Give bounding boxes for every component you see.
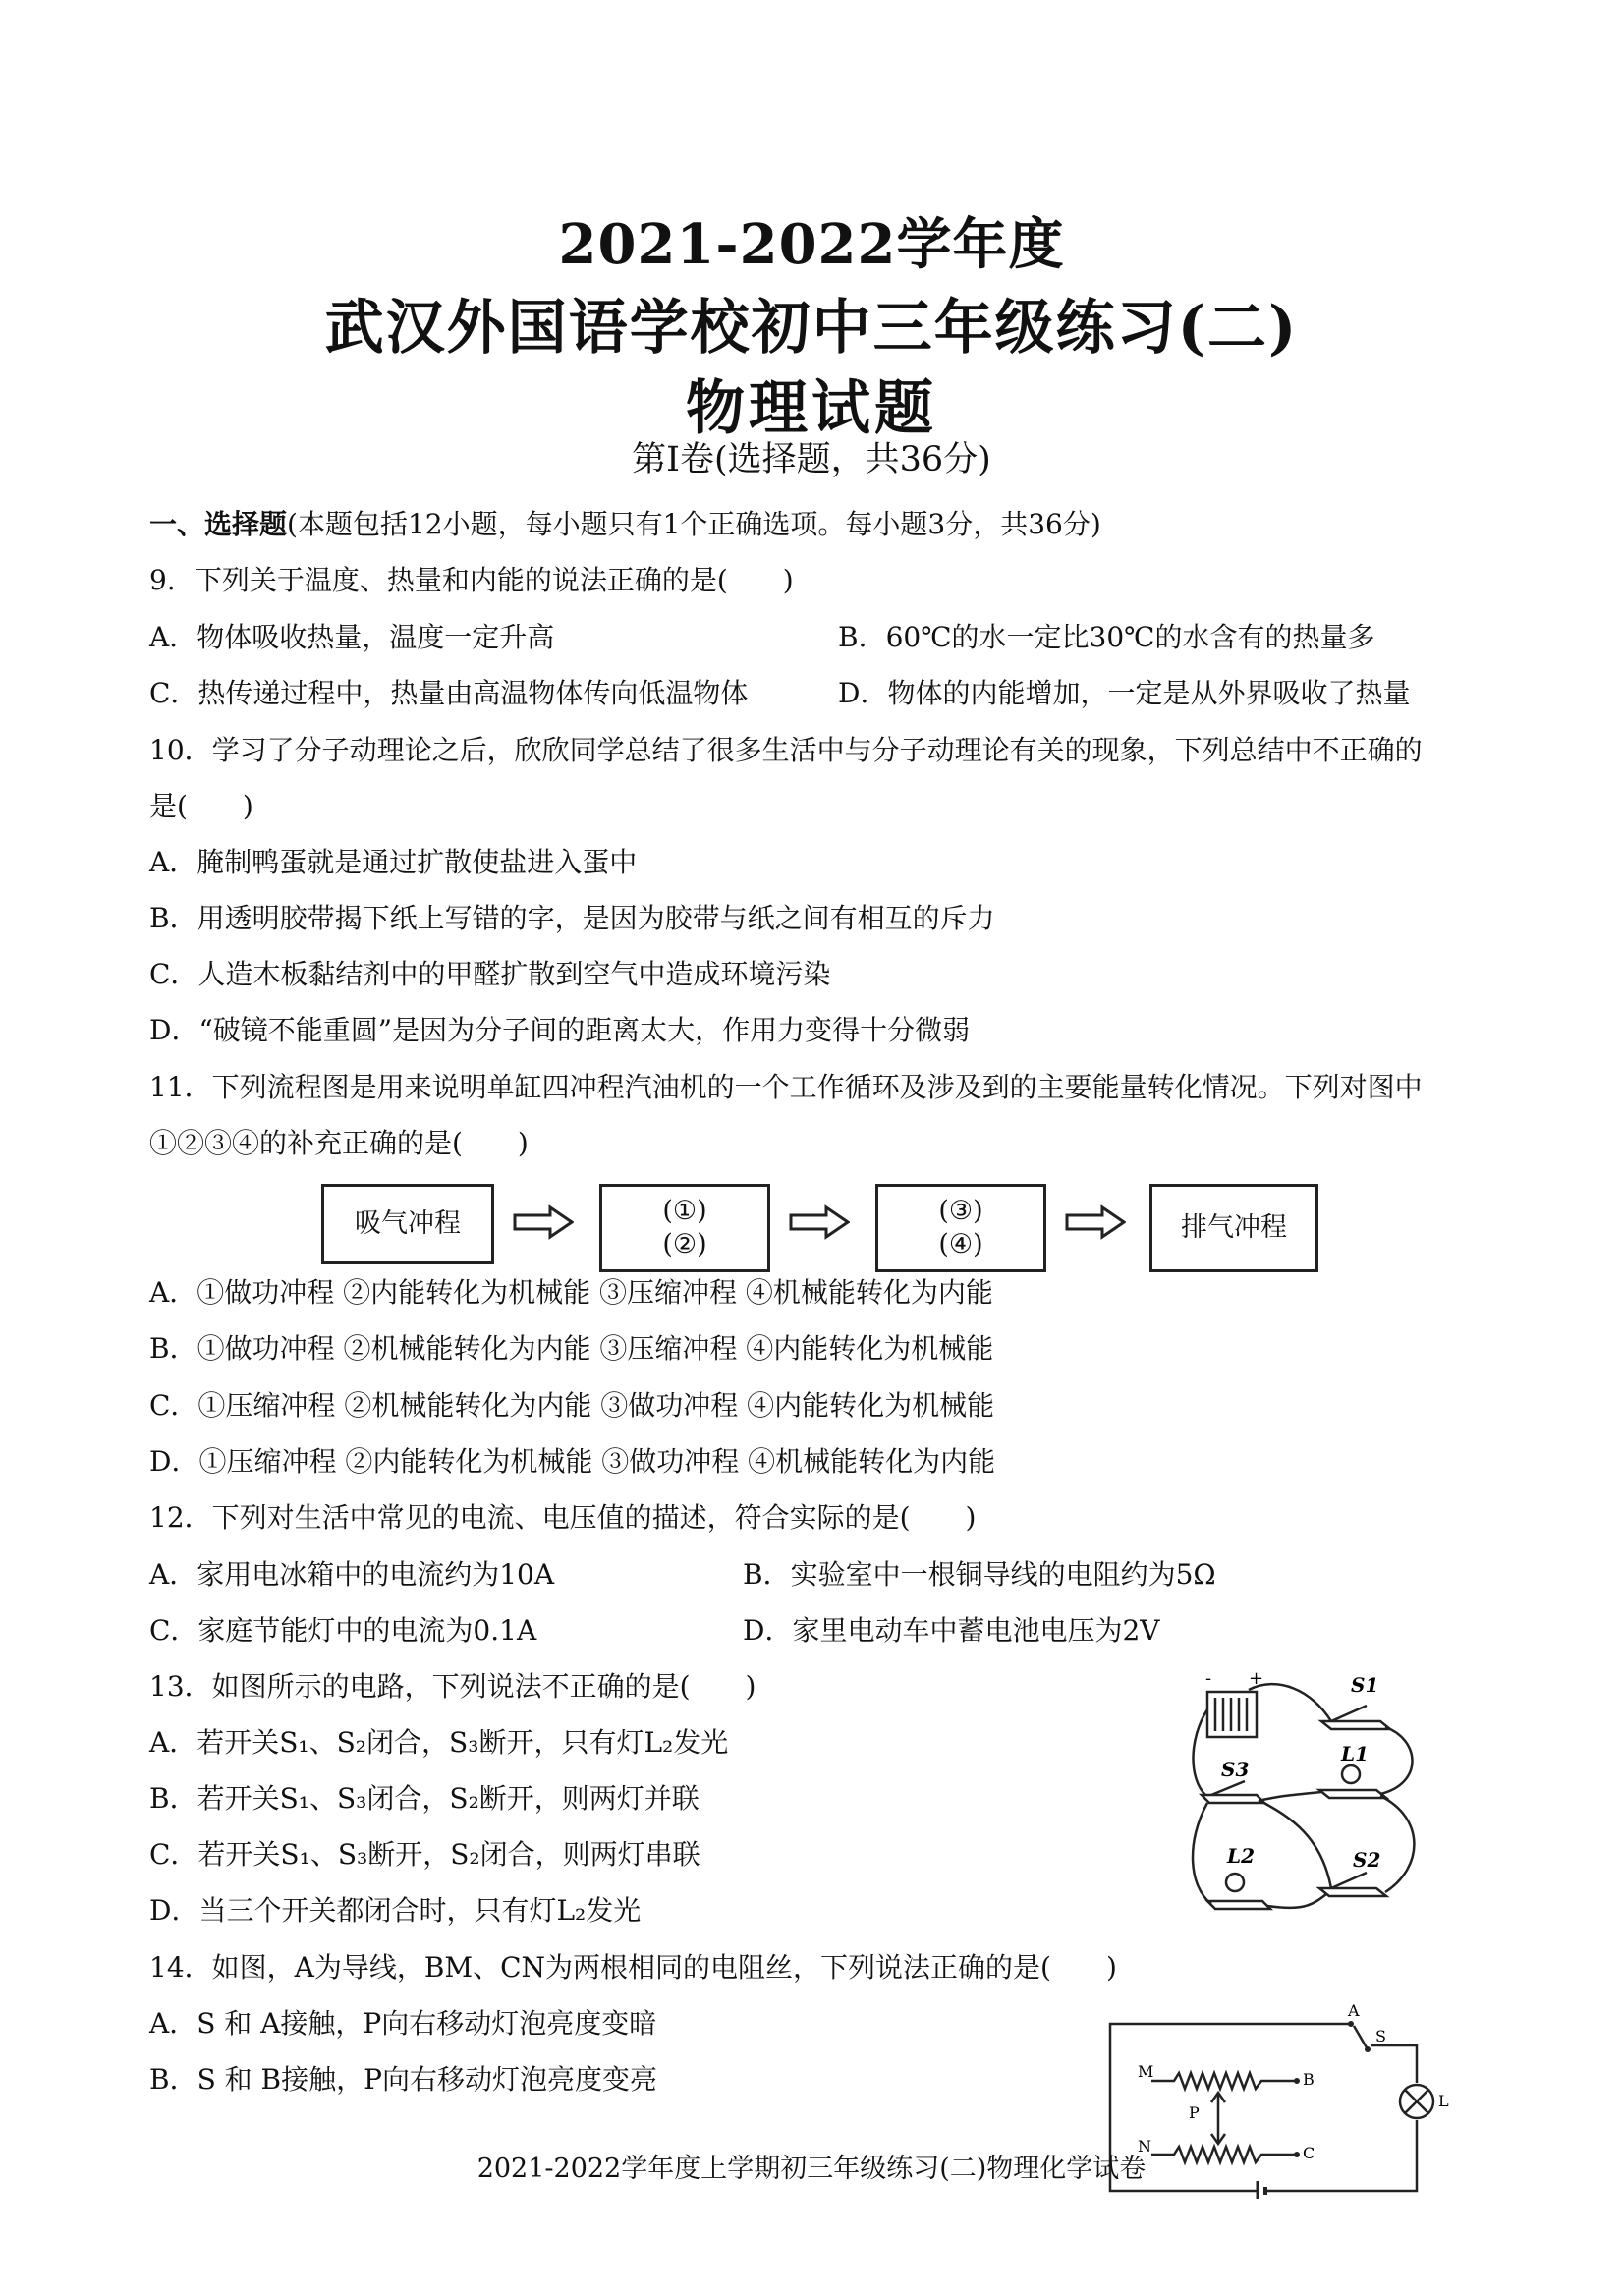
q11-stem-line2: ①②③④的补充正确的是( ) (149, 1127, 529, 1159)
paper-volume-title: 第Ⅰ卷(选择题，共36分) (632, 440, 991, 479)
paper-subject-title: 物理试题 (686, 374, 937, 443)
q12-option-c: C．家庭节能灯中的电流为0.1A (149, 1614, 537, 1647)
q9-option-c: C．热传递过程中，热量由高温物体传向低温物体 (149, 677, 749, 709)
section-heading (149, 505, 1101, 544)
flow-arrow-3-icon (1065, 1204, 1126, 1240)
q10-option-a: A．腌制鸭蛋就是通过扩散使盐进入蛋中 (149, 846, 638, 878)
q14-label-b: B (1303, 2070, 1315, 2089)
q9-option-d: D．物体的内能增加，一定是从外界吸收了热量 (838, 677, 1411, 709)
flow-box-2 (599, 1184, 770, 1272)
q10-stem-line1: 10．学习了分子动理论之后，欣欣同学总结了很多生活中与分子动理论有关的现象，下列总结中不正确的 (149, 734, 1423, 766)
flow-box-intake: 吸气冲程 (321, 1184, 494, 1264)
flow-box-3 (875, 1184, 1046, 1272)
q13-option-d: D．当三个开关都闭合时，只有灯L₂发光 (149, 1894, 642, 1927)
paper-year: 2021-2022学年度 (558, 212, 1065, 277)
paper-school-title: 武汉外国语学校初中三年级练习(二) (324, 294, 1299, 363)
flow-box-3-line2: (④) (938, 1229, 983, 1260)
q12-option-a: A．家用电冰箱中的电流约为10A (149, 1558, 555, 1591)
q13-label-l1: L1 (1341, 1742, 1369, 1765)
q10-stem-line2: 是( ) (149, 790, 253, 822)
q10-option-d: D．“破镜不能重圆”是因为分子间的距离太大，作用力变得十分微弱 (149, 1014, 971, 1046)
q9-stem: 9．下列关于温度、热量和内能的说法正确的是( ) (149, 564, 794, 596)
q13-label-s3: S3 (1221, 1758, 1250, 1781)
q10-option-c: C．人造木板黏结剂中的甲醛扩散到空气中造成环境污染 (149, 958, 831, 990)
q11-option-b: B．①做功冲程 ②机械能转化为内能 ③压缩冲程 ④内能转化为机械能 (149, 1332, 994, 1365)
q11-option-c: C．①压缩冲程 ②机械能转化为内能 ③做功冲程 ④内能转化为机械能 (149, 1389, 995, 1422)
q13-circuit-figure (1184, 1670, 1434, 1931)
flow-arrow-2-icon (789, 1204, 850, 1240)
q13-label-s2: S2 (1353, 1848, 1381, 1872)
q11-option-a: A．①做功冲程 ②内能转化为机械能 ③压缩冲程 ④机械能转化为内能 (149, 1276, 993, 1309)
q14-stem: 14．如图，A为导线，BM、CN为两根相同的电阻丝，下列说法正确的是( ) (149, 1951, 1117, 1984)
q14-label-c: C (1303, 2144, 1315, 2162)
q12-stem: 12．下列对生活中常见的电流、电压值的描述，符合实际的是( ) (149, 1501, 977, 1534)
q14-option-b: B．S 和 B接触，P向右移动灯泡亮度变亮 (149, 2063, 657, 2096)
q14-option-a: A．S 和 A接触，P向右移动灯泡亮度变暗 (149, 2007, 657, 2040)
section-label: 一、选择题 (149, 508, 288, 540)
q13-option-c: C．若开关S₁、S₃断开，S₂闭合，则两灯串联 (149, 1838, 700, 1871)
q13-option-a: A．若开关S₁、S₂闭合，S₃断开，只有灯L₂发光 (149, 1726, 729, 1759)
q11-option-d: D．①压缩冲程 ②内能转化为机械能 ③做功冲程 ④机械能转化为内能 (149, 1445, 996, 1478)
page-footer: 2021-2022学年度上学期初三年级练习(二)物理化学试卷 (476, 2154, 1147, 2184)
flow-box-exhaust: 排气冲程 (1149, 1184, 1318, 1272)
q14-label-s: S (1375, 2027, 1386, 2045)
q13-label-l2: L2 (1227, 1844, 1255, 1868)
flow-box-3-line1: (③) (938, 1196, 983, 1226)
q9-option-a: A．物体吸收热量，温度一定升高 (149, 621, 555, 653)
q14-label-a: A (1348, 2004, 1360, 2020)
flow-arrow-1-icon (513, 1204, 574, 1240)
q12-option-b: B．实验室中一根铜导线的电阻约为5Ω (743, 1558, 1216, 1591)
section-note: (本题包括12小题，每小题只有1个正确选项。每小题3分，共36分) (287, 508, 1101, 540)
q14-label-p: P (1189, 2103, 1200, 2122)
q13-label-s1: S1 (1351, 1673, 1379, 1697)
q13-stem: 13．如图所示的电路，下列说法不正确的是( ) (149, 1670, 756, 1703)
q9-option-b: B．60℃的水一定比30℃的水含有的热量多 (838, 621, 1375, 653)
q12-option-d: D．家里电动车中蓄电池电压为2V (743, 1614, 1160, 1647)
q14-label-n: N (1138, 2137, 1151, 2156)
q13-battery-plus: + (1249, 1670, 1264, 1689)
q11-stem-line1: 11．下列流程图是用来说明单缸四冲程汽油机的一个工作循环及涉及到的主要能量转化情况。下列对图中 (149, 1071, 1423, 1103)
q10-option-b: B．用透明胶带揭下纸上写错的字，是因为胶带与纸之间有相互的斥力 (149, 902, 995, 934)
q14-label-l: L (1438, 2092, 1449, 2110)
flow-box-2-line2: (②) (662, 1229, 707, 1260)
q13-option-b: B．若开关S₁、S₃闭合，S₂断开，则两灯并联 (149, 1782, 700, 1815)
flow-box-2-line1: (①) (662, 1196, 707, 1226)
q14-label-m: M (1138, 2062, 1154, 2081)
q13-battery-minus: - (1205, 1670, 1212, 1689)
